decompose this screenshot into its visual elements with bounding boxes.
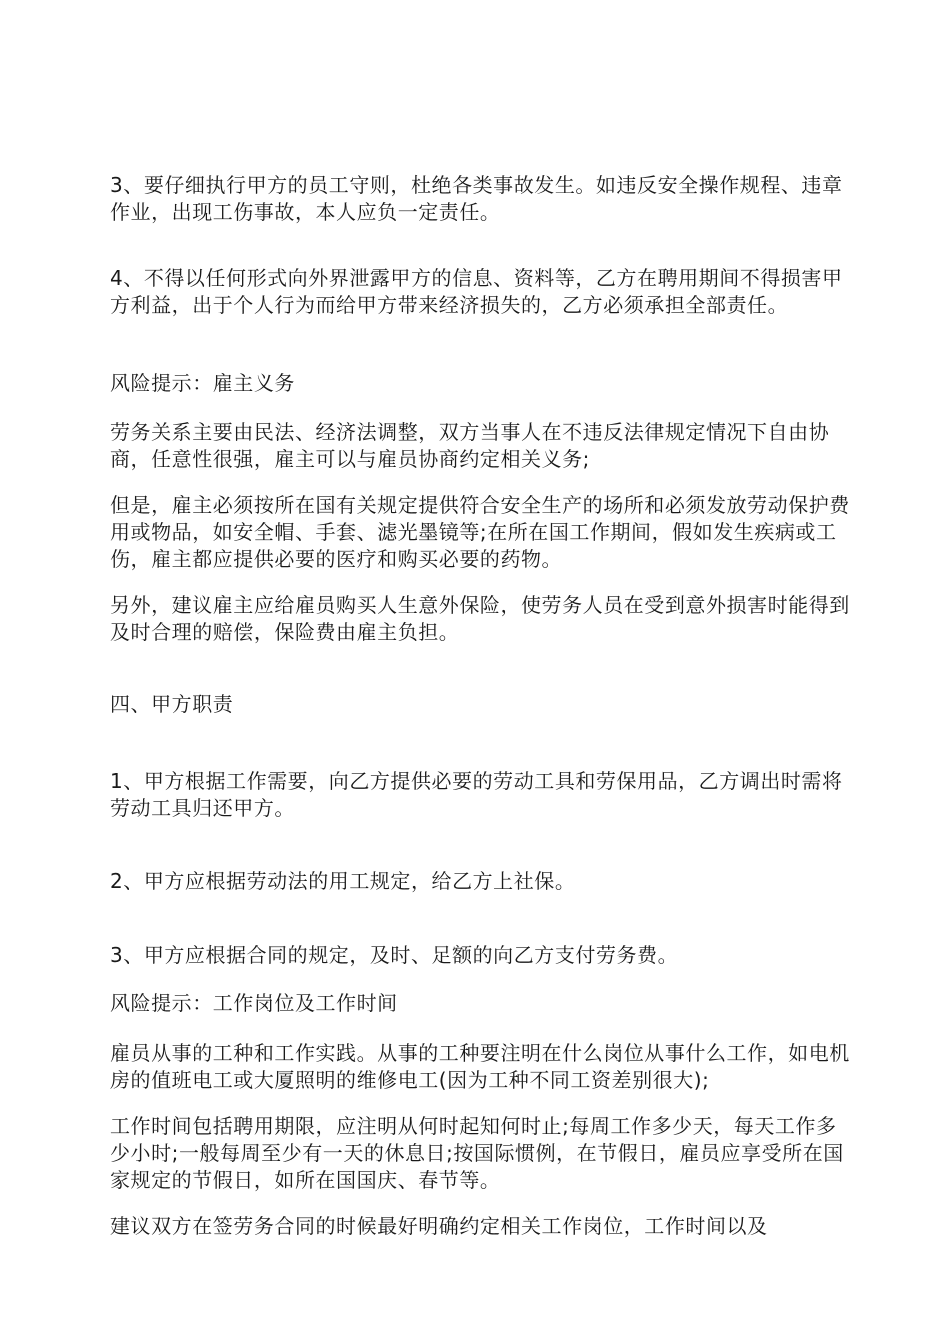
risk-heading-employer-duty: 风险提示：雇主义务 (110, 371, 295, 395)
paragraph-working-hours: 工作时间包括聘用期限，应注明从何时起知何时止;每周工作多少天，每天工作多少小时;一般每周至少有一天的休息日;按国际惯例，在节假日，雇员应享受所在国家规定的节假日，如所在国国庆、春节等。 (110, 1114, 844, 1192)
paragraph-insurance: 另外，建议雇主应给雇员购买人生意外保险，使劳务人员在受到意外损害时能得到及时合理的赔偿，保险费由雇主负担。 (110, 593, 850, 644)
paragraph-recommendation: 建议双方在签劳务合同的时候最好明确约定相关工作岗位，工作时间以及 (110, 1214, 768, 1238)
clause-4-confidentiality: 4、不得以任何形式向外界泄露甲方的信息、资料等，乙方在聘用期间不得损害甲方利益，出于个人行为而给甲方带来经济损失的，乙方必须承担全部责任。 (110, 266, 843, 317)
duty-3-payment: 3、甲方应根据合同的规定，及时、足额的向乙方支付劳务费。 (110, 943, 679, 967)
risk-heading-work-position: 风险提示：工作岗位及工作时间 (110, 991, 398, 1015)
duty-2-social-insurance: 2、甲方应根据劳动法的用工规定，给乙方上社保。 (110, 869, 576, 893)
section-heading-party-a-duties: 四、甲方职责 (110, 692, 234, 716)
clause-3-safety: 3、要仔细执行甲方的员工守则，杜绝各类事故发生。如违反安全操作规程、违章作业，出现工伤事故，本人应负一定责任。 (110, 173, 843, 224)
paragraph-labor-relations: 劳务关系主要由民法、经济法调整，双方当事人在不违反法律规定情况下自由协商，任意性很强，雇主可以与雇员协商约定相关义务; (110, 420, 830, 471)
paragraph-work-type: 雇员从事的工种和工作实践。从事的工种要注明在什么岗位从事什么工作，如电机房的值班电工或大厦照明的维修电工(因为工种不同工资差别很大); (110, 1041, 850, 1092)
duty-1-tools: 1、甲方根据工作需要，向乙方提供必要的劳动工具和劳保用品，乙方调出时需将劳动工具归还甲方。 (110, 769, 843, 820)
paragraph-employer-obligations: 但是，雇主必须按所在国有关规定提供符合安全生产的场所和必须发放劳动保护费用或物品，如安全帽、手套、滤光墨镜等;在所在国工作期间，假如发生疾病或工伤，雇主都应提供必要的医疗和购买必要的药物。 (110, 493, 850, 571)
